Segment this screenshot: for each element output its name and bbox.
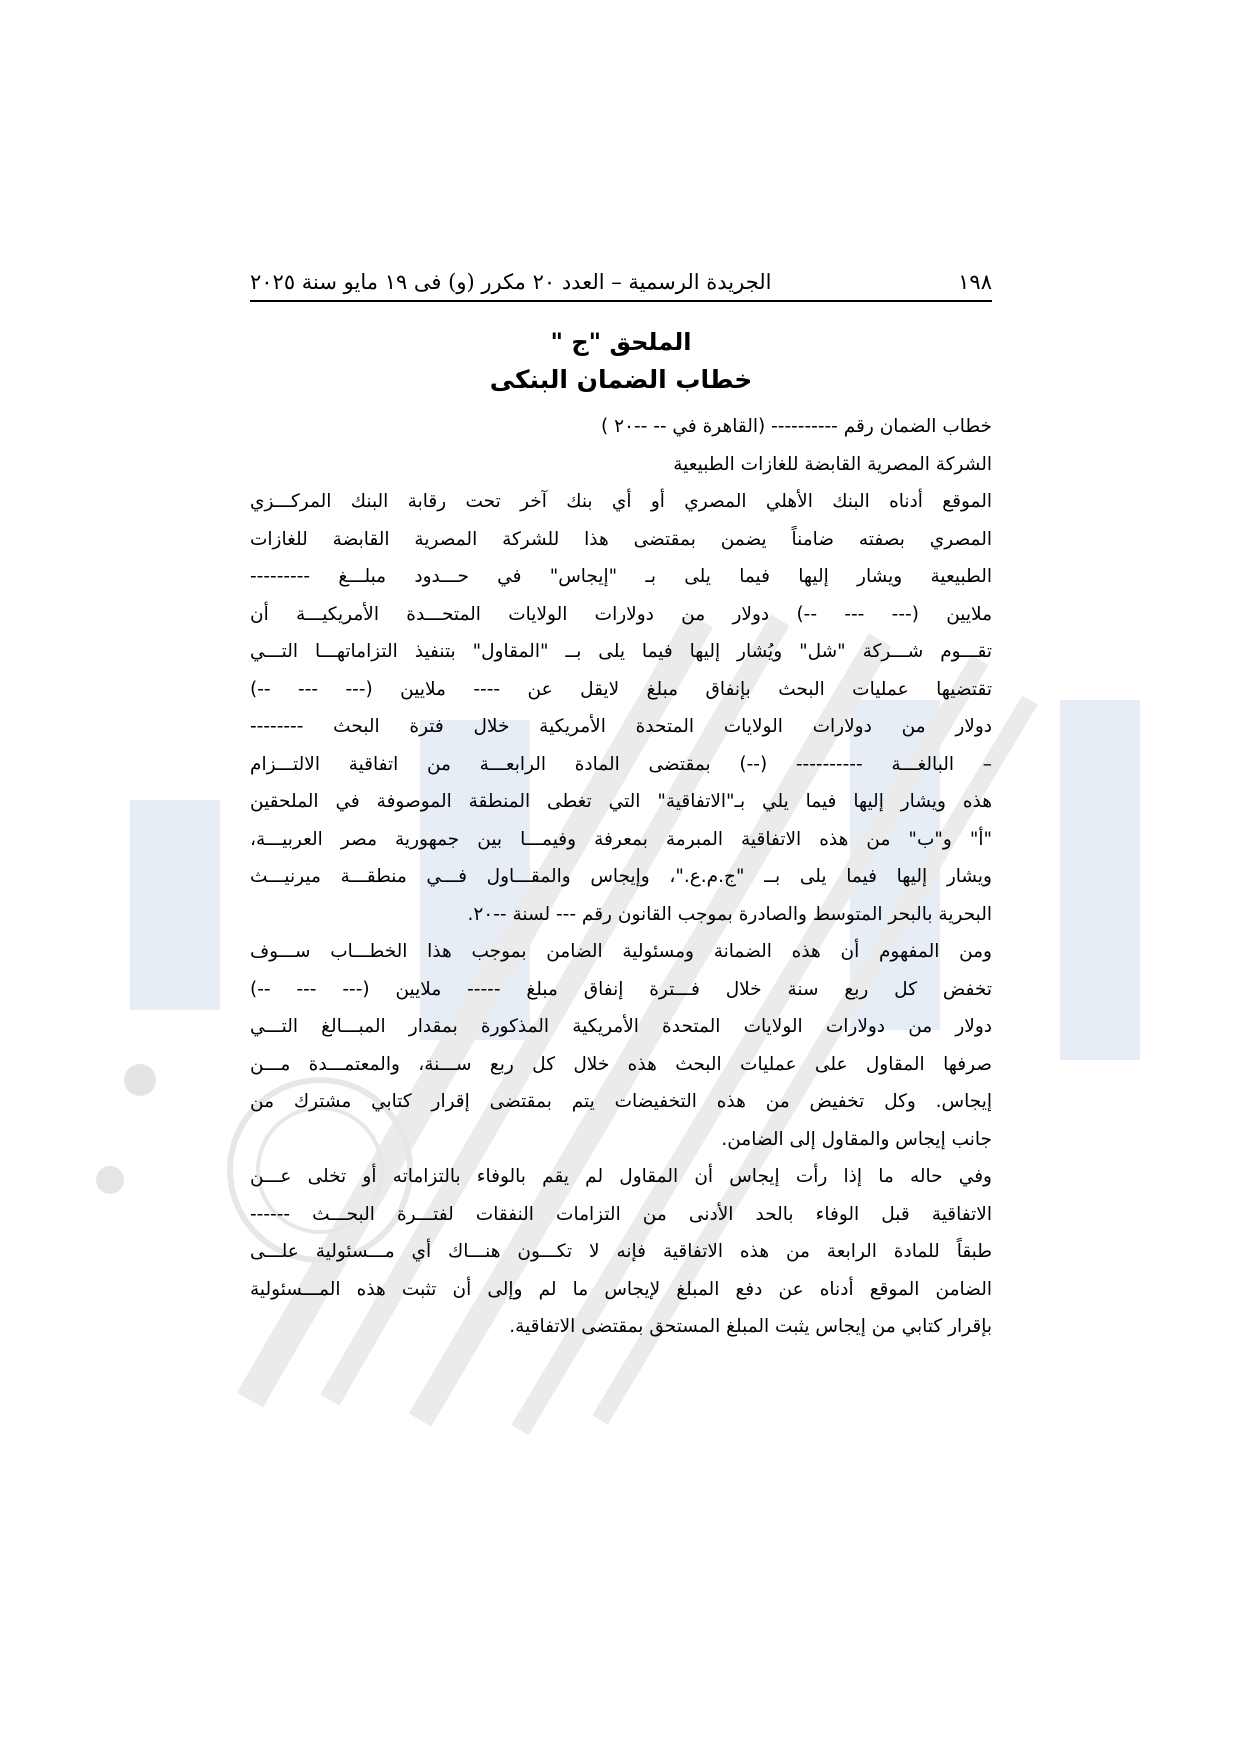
watermark-dot [96,1166,124,1194]
text-line: وفي حاله ما إذا رأت إيجاس أن المقاول لم يقم بالوفاء بالتزاماته أو تخلى عـــن [250,1166,992,1187]
letter-title: خطاب الضمان البنكى [489,365,753,394]
text-line: خطاب الضمان رقم ---------- (القاهرة في -- --٢٠ ) [600,416,992,437]
text-line: البحرية بالبحر المتوسط والصادرة بموجب القانون رقم --- لسنة --٢٠. [467,903,992,925]
text-line: جانب إيجاس والمقاول إلى الضامن. [721,1128,992,1150]
watermark-letter-block [130,800,220,1010]
text-line: الاتفاقية قبل الوفاء بالحد الأدنى من التزامات النفقات لفتـــرة البحـــث ------ [250,1203,992,1225]
text-line: دولار من دولارات الولايات المتحدة الأمريكية خلال فترة البحث -------- [250,716,992,737]
text-line: الشركة المصرية القابضة للغازات الطبيعية [673,453,992,475]
text-line: تقـــوم شـــركة "شل" ويُشار إليها فيما يلى بــ "المقاول" بتنفيذ التزاماتهـــا التـــي [250,641,992,662]
text-line: بإقرار كتابي من إيجاس يثبت المبلغ المستحق بمقتضى الاتفاقية. [509,1316,992,1337]
text-line: دولار من دولارات الولايات المتحدة الأمريكية المذكورة بمقدار المبـــالغ التـــي [250,1016,992,1037]
text-line: تقتضيها عمليات البحث بإنفاق مبلغ لايقل عن ---- ملايين (--- --- --) [250,678,992,700]
page-header [250,270,992,302]
text-line: "أ" و"ب" من هذه الاتفاقية المبرمة بمعرفة وفيمـــا بين جمهورية مصر العربيـــة، [250,828,992,850]
text-line: – البالغـــة ---------- (--) بمقتضى المادة الرابعـــة من اتفاقية الالتـــزام [250,753,992,775]
text-line: طبقاً للمادة الرابعة من هذه الاتفاقية فإنه لا تكـــون هنـــاك أي مـــسئولية علـــى [250,1241,992,1262]
page-number: ١٩٨ [958,270,992,294]
watermark-dot [124,1064,156,1096]
text-line: الموقع أدناه البنك الأهلي المصري أو أي بنك آخر تحت رقابة البنك المركـــزي [250,491,992,512]
text-line: المصري بصفته ضامناً يضمن بمقتضى هذا للشركة المصرية القابضة للغازات [250,528,992,550]
watermark-letter-block [1060,700,1140,1060]
publication-line: الجريدة الرسمية – العدد ٢٠ مكرر (و) فى ١٩ مايو سنة ٢٠٢٥ [250,270,772,294]
text-line: هذه ويشار إليها فيما يلي بـ"الاتفاقية" التي تغطى المنطقة الموصوفة في الملحقين [250,791,992,812]
title-block [250,324,992,400]
text-line: الضامن الموقع أدناه عن دفع المبلغ لإيجاس ما لم وإلى أن تثبت هذه المـــسئولية [250,1278,992,1300]
text-line: ومن المفهوم أن هذه الضمانة ومسئولية الضامن بموجب هذا الخطـــاب ســـوف [250,941,992,962]
text-line: تخفض كل ربع سنة خلال فـــترة إنفاق مبلغ ----- ملايين (--- --- --) [250,978,992,1000]
text-line: ويشار إليها فيما يلى بــ "ج.م.ع."، وإيجاس والمقـــاول فـــي منطقـــة ميرنيـــث [250,866,992,887]
text-line: إيجاس. وكل تخفيض من هذه التخفيضات يتم بمقتضى إقرار كتابي مشترك من [250,1091,992,1112]
text-line: الطبيعية ويشار إليها فيما يلى بـ "إيجاس" في حـــدود مبلـــغ --------- [250,566,992,587]
letter-body [250,408,992,1346]
annex-title: الملحق "ج " [550,328,692,356]
document-page [250,270,992,1346]
text-line: ملايين (--- --- --) دولار من دولارات الولايات المتحـــدة الأمريكيـــة أن [250,603,992,625]
text-line: صرفها المقاول على عمليات البحث هذه خلال كل ربع ســـنة، والمعتمـــدة مـــن [250,1053,992,1075]
